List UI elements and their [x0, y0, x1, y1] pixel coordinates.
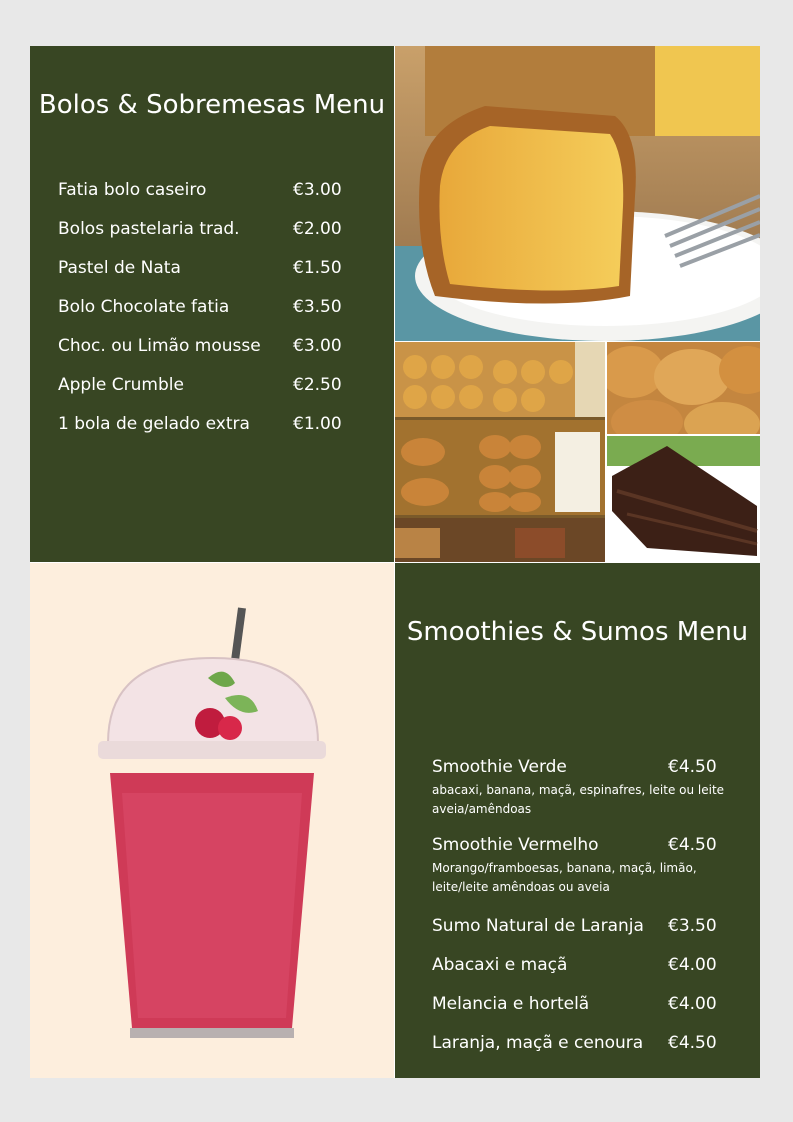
red-smoothie-photo — [30, 563, 394, 1078]
desserts-menu-panel — [30, 46, 394, 562]
menu-page — [30, 46, 760, 1078]
dessert-item-price: €3.00 — [293, 336, 342, 356]
smoothie-item-price: €4.50 — [668, 1033, 717, 1053]
dessert-item-name: Apple Crumble — [58, 375, 184, 395]
smoothie-item-description: abacaxi, banana, maçã, espinafres, leite ou leite aveia/amêndoas — [432, 783, 725, 816]
dessert-item-name: Bolos pastelaria trad. — [58, 219, 240, 239]
smoothie-item-description: Morango/framboesas, banana, maçã, limão, leite/leite amêndoas ou aveia — [432, 861, 697, 894]
smoothie-item-price: €4.00 — [668, 994, 717, 1014]
desserts-menu-title — [30, 84, 394, 126]
smoothie-item-name: Smoothie Verde — [432, 757, 567, 777]
smoothies-menu-panel — [395, 563, 760, 1078]
smoothie-item-price: €4.50 — [668, 757, 717, 777]
smoothies-menu-title — [395, 611, 760, 653]
dessert-item-price: €1.00 — [293, 414, 342, 434]
dessert-item-price: €3.50 — [293, 297, 342, 317]
pastries-display-photo — [395, 342, 605, 562]
chocolate-cake-photo — [607, 436, 760, 562]
cake-slice-photo — [395, 46, 760, 341]
dessert-item-name: Pastel de Nata — [58, 258, 181, 278]
dessert-item-name: 1 bola de gelado extra — [58, 414, 250, 434]
dessert-item-price: €2.00 — [293, 219, 342, 239]
smoothie-item-name: Laranja, maçã e cenoura — [432, 1033, 644, 1053]
dessert-item-name: Fatia bolo caseiro — [58, 180, 207, 200]
smoothie-item-name: Melancia e hortelã — [432, 994, 590, 1014]
smoothie-item-name: Abacaxi e maçã — [432, 955, 568, 975]
smoothie-item-price: €3.50 — [668, 916, 717, 936]
dessert-item-price: €3.00 — [293, 180, 342, 200]
smoothies-title-text: Smoothies & Sumos Menu — [406, 617, 749, 647]
smoothie-item-name: Smoothie Vermelho — [432, 835, 599, 855]
dessert-item-price: €2.50 — [293, 375, 342, 395]
dessert-item-name: Bolo Chocolate fatia — [58, 297, 230, 317]
smoothie-item-price: €4.00 — [668, 955, 717, 975]
donuts-photo — [607, 342, 760, 434]
desserts-title-text: Bolos & Sobremesas Menu — [38, 90, 386, 120]
dessert-item-name: Choc. ou Limão mousse — [58, 336, 261, 356]
smoothie-item-price: €4.50 — [668, 835, 717, 855]
dessert-item-price: €1.50 — [293, 258, 342, 278]
smoothie-item-name: Sumo Natural de Laranja — [432, 916, 644, 936]
